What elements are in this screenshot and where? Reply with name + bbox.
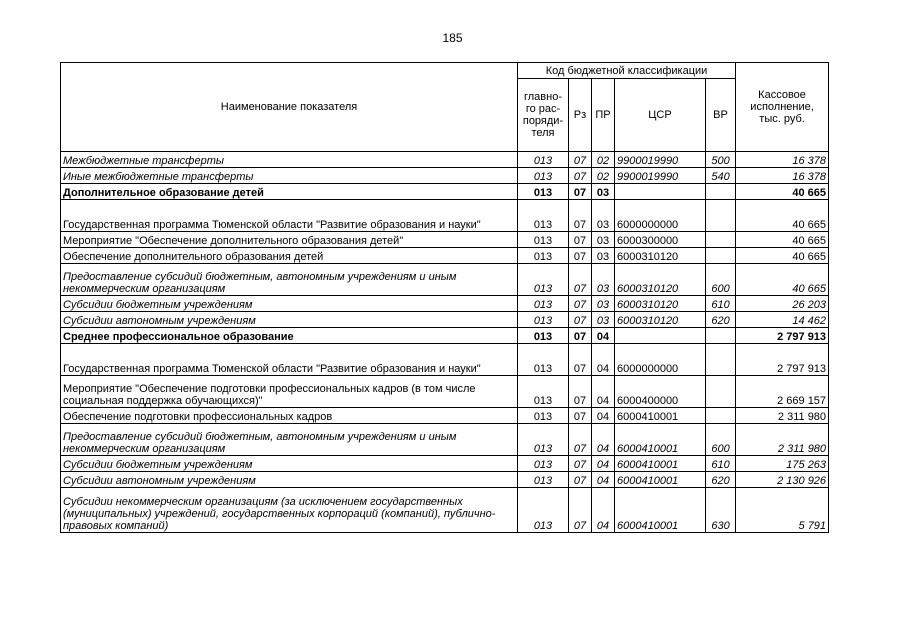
header-main-admin: главно- го рас- поряди- теля (518, 79, 569, 152)
row-main-admin: 013 (518, 456, 569, 472)
row-main-admin: 013 (518, 408, 569, 424)
table-row (61, 408, 829, 424)
row-vr (706, 376, 736, 408)
row-main-admin: 013 (518, 296, 569, 312)
table-row (61, 200, 829, 232)
row-main-admin: 013 (518, 424, 569, 456)
table-row (61, 264, 829, 296)
row-pr: 03 (592, 264, 615, 296)
row-vr (706, 232, 736, 248)
row-vr (706, 344, 736, 376)
row-main-admin: 013 (518, 168, 569, 184)
row-pr: 04 (592, 408, 615, 424)
row-main-admin: 013 (518, 264, 569, 296)
row-rz: 07 (569, 424, 592, 456)
row-rz: 07 (569, 184, 592, 200)
row-rz: 07 (569, 344, 592, 376)
row-pr: 04 (592, 376, 615, 408)
row-main-admin: 013 (518, 328, 569, 344)
row-name: Обеспечение подготовки профессиональных кадров (61, 408, 518, 424)
row-rz: 07 (569, 376, 592, 408)
row-sum: 175 263 (736, 456, 829, 472)
row-pr: 03 (592, 232, 615, 248)
table-row (61, 376, 829, 408)
header-csr: ЦСР (615, 79, 706, 152)
row-vr: 610 (706, 296, 736, 312)
row-csr: 9900019990 (615, 152, 706, 168)
row-rz: 07 (569, 152, 592, 168)
row-csr: 6000310120 (615, 264, 706, 296)
row-pr: 03 (592, 296, 615, 312)
row-main-admin: 013 (518, 184, 569, 200)
row-main-admin: 013 (518, 488, 569, 533)
header-vr: ВР (706, 79, 736, 152)
row-sum: 16 378 (736, 152, 829, 168)
row-sum: 2 311 980 (736, 408, 829, 424)
row-name: Обеспечение дополнительного образования детей (61, 248, 518, 264)
row-vr (706, 184, 736, 200)
row-sum: 40 665 (736, 248, 829, 264)
row-vr: 540 (706, 168, 736, 184)
row-vr: 630 (706, 488, 736, 533)
row-csr: 6000300000 (615, 232, 706, 248)
row-name: Субсидии бюджетным учреждениям (61, 456, 518, 472)
row-csr: 6000000000 (615, 200, 706, 232)
row-rz: 07 (569, 200, 592, 232)
budget-table (60, 62, 829, 533)
row-csr: 6000410001 (615, 472, 706, 488)
row-pr: 03 (592, 200, 615, 232)
row-pr: 04 (592, 344, 615, 376)
row-rz: 07 (569, 328, 592, 344)
table-row (61, 152, 829, 168)
row-sum: 16 378 (736, 168, 829, 184)
row-name: Дополнительное образование детей (61, 184, 518, 200)
row-csr: 6000000000 (615, 344, 706, 376)
row-sum: 40 665 (736, 232, 829, 248)
row-sum: 2 669 157 (736, 376, 829, 408)
row-rz: 07 (569, 168, 592, 184)
table-row (61, 488, 829, 533)
row-pr: 03 (592, 248, 615, 264)
row-csr: 6000410001 (615, 408, 706, 424)
header-sum: Кассовое исполнение, тыс. руб. (736, 63, 829, 152)
row-pr: 04 (592, 328, 615, 344)
header-pr: ПР (592, 79, 615, 152)
header-rz: Рз (569, 79, 592, 152)
row-sum: 40 665 (736, 200, 829, 232)
row-name: Государственная программа Тюменской области "Развитие образования и науки" (61, 200, 518, 232)
row-rz: 07 (569, 248, 592, 264)
row-rz: 07 (569, 312, 592, 328)
row-main-admin: 013 (518, 376, 569, 408)
row-name: Субсидии бюджетным учреждениям (61, 296, 518, 312)
row-csr: 6000310120 (615, 296, 706, 312)
row-pr: 02 (592, 152, 615, 168)
row-name: Субсидии автономным учреждениям (61, 312, 518, 328)
row-main-admin: 013 (518, 248, 569, 264)
row-rz: 07 (569, 456, 592, 472)
row-rz: 07 (569, 296, 592, 312)
row-vr (706, 248, 736, 264)
row-csr: 6000410001 (615, 456, 706, 472)
header-code-group: Код бюджетной классификации (518, 63, 736, 79)
row-rz: 07 (569, 408, 592, 424)
row-name: Субсидии автономным учреждениям (61, 472, 518, 488)
row-name: Предоставление субсидий бюджетным, автономным учреждениям и иным некоммерческим организациям (61, 264, 518, 296)
row-vr: 600 (706, 264, 736, 296)
table-row (61, 168, 829, 184)
row-name: Среднее профессиональное образование (61, 328, 518, 344)
row-rz: 07 (569, 472, 592, 488)
row-sum: 40 665 (736, 264, 829, 296)
row-main-admin: 013 (518, 472, 569, 488)
row-sum: 5 791 (736, 488, 829, 533)
row-sum: 14 462 (736, 312, 829, 328)
row-pr: 04 (592, 424, 615, 456)
table-row (61, 328, 829, 344)
row-name: Субсидии некоммерческим организациям (за исключением государственных (муниципальных) учреждений, государственных корпораций (компаний), публично-правовых компаний) (61, 488, 518, 533)
table-row (61, 424, 829, 456)
row-name: Государственная программа Тюменской области "Развитие образования и науки" (61, 344, 518, 376)
row-name: Предоставление субсидий бюджетным, автономным учреждениям и иным некоммерческим организациям (61, 424, 518, 456)
table-row (61, 312, 829, 328)
row-pr: 03 (592, 184, 615, 200)
table-row (61, 344, 829, 376)
page-number: 185 (442, 31, 463, 45)
row-name: Межбюджетные трансферты (61, 152, 518, 168)
row-sum: 2 130 926 (736, 472, 829, 488)
row-csr (615, 184, 706, 200)
table-row (61, 248, 829, 264)
row-main-admin: 013 (518, 200, 569, 232)
row-csr: 6000410001 (615, 424, 706, 456)
row-name: Мероприятие "Обеспечение подготовки профессиональных кадров (в том числе социальная поддержка обучающихся)" (61, 376, 518, 408)
row-vr: 610 (706, 456, 736, 472)
row-main-admin: 013 (518, 152, 569, 168)
row-main-admin: 013 (518, 312, 569, 328)
row-sum: 26 203 (736, 296, 829, 312)
table-row (61, 184, 829, 200)
row-vr: 600 (706, 424, 736, 456)
row-vr: 620 (706, 312, 736, 328)
row-sum: 2 797 913 (736, 328, 829, 344)
row-csr: 6000310120 (615, 312, 706, 328)
row-csr: 6000410001 (615, 488, 706, 533)
row-vr (706, 328, 736, 344)
row-pr: 02 (592, 168, 615, 184)
table-row (61, 456, 829, 472)
row-rz: 07 (569, 488, 592, 533)
row-rz: 07 (569, 264, 592, 296)
row-name: Мероприятие "Обеспечение дополнительного образования детей" (61, 232, 518, 248)
row-csr: 6000310120 (615, 248, 706, 264)
row-main-admin: 013 (518, 232, 569, 248)
table-body (61, 152, 829, 533)
table-row (61, 232, 829, 248)
row-pr: 04 (592, 472, 615, 488)
row-vr (706, 200, 736, 232)
row-pr: 04 (592, 456, 615, 472)
row-pr: 03 (592, 312, 615, 328)
row-vr: 500 (706, 152, 736, 168)
row-pr: 04 (592, 488, 615, 533)
row-main-admin: 013 (518, 344, 569, 376)
row-csr: 6000400000 (615, 376, 706, 408)
row-rz: 07 (569, 232, 592, 248)
row-vr: 620 (706, 472, 736, 488)
row-sum: 2 797 913 (736, 344, 829, 376)
row-vr (706, 408, 736, 424)
row-csr (615, 328, 706, 344)
table-row (61, 296, 829, 312)
row-csr: 9900019990 (615, 168, 706, 184)
row-sum: 2 311 980 (736, 424, 829, 456)
table-row (61, 472, 829, 488)
row-sum: 40 665 (736, 184, 829, 200)
row-name: Иные межбюджетные трансферты (61, 168, 518, 184)
header-name: Наименование показателя (61, 63, 518, 152)
